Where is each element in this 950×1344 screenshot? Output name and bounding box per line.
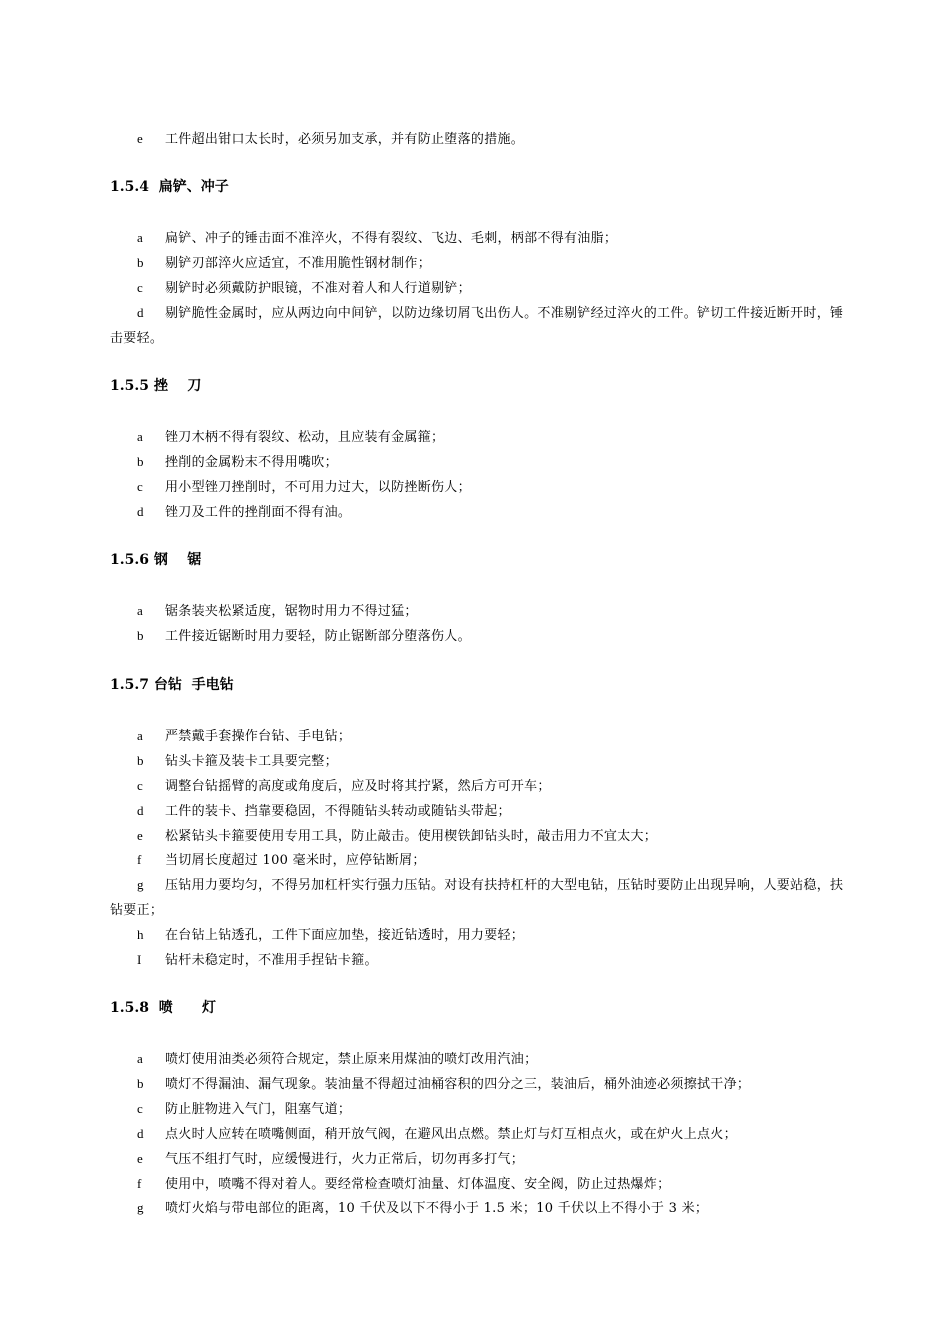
item-label: d	[137, 1126, 144, 1141]
item-label: I	[137, 952, 142, 967]
item-text: 挫削的金属粉末不得用嘴吹；	[165, 455, 338, 470]
item-text: 用小型锉刀挫削时，不可用力过大，以防挫断伤人；	[165, 480, 471, 495]
list-item	[110, 922, 845, 948]
item-label: f	[137, 852, 142, 867]
item-text: 工件接近锯断时用力要轻，防止锯断部分堕落伤人。	[165, 629, 471, 644]
item-text: 扁铲、冲子的锤击面不准淬火，不得有裂纹、飞边、毛刺，柄部不得有油脂；	[165, 231, 618, 246]
list-item	[110, 474, 845, 500]
item-label: c	[137, 479, 143, 494]
item-text: 压钻用力要均匀，不得另加杠杆实行强力压钻。对设有扶持杠杆的大型电钻，压钻时要防止出现异响，人要站稳，扶钻要正；	[110, 878, 844, 918]
item-label: d	[137, 504, 144, 519]
item-label: b	[137, 454, 144, 469]
item-text: 严禁戴手套操作台钻、手电钻；	[165, 729, 352, 744]
list-item	[110, 773, 845, 799]
item-label: a	[137, 230, 143, 245]
list-item	[110, 424, 845, 450]
list-item	[110, 623, 845, 649]
list-item	[110, 275, 845, 301]
list-item	[110, 250, 845, 276]
list-item	[110, 947, 845, 973]
list-item	[110, 823, 845, 849]
item-label: a	[137, 728, 143, 743]
item-text: 钻杆未稳定时，不准用手捏钻卡箍。	[165, 953, 378, 968]
item-text: 使用中，喷嘴不得对着人。要经常检查喷灯油量、灯体温度、安全阀，防止过热爆炸；	[165, 1177, 671, 1192]
list-item	[110, 723, 845, 749]
item-text: 剔铲刃部淬火应适宜，不准用脆性钢材制作；	[165, 256, 432, 271]
list-item	[110, 598, 845, 624]
item-label: e	[137, 131, 143, 146]
section-heading: 1.5.7 台钻 手电钻	[110, 677, 234, 693]
item-label: d	[137, 803, 144, 818]
item-text: 剔铲脆性金属时，应从两边向中间铲，以防边缘切屑飞出伤人。不准剔铲经过淬火的工件。铲切工件接近断开时，锤击要轻。	[110, 306, 844, 346]
section-heading: 1.5.4 扁铲、冲子	[110, 179, 229, 195]
item-text: 锉刀木柄不得有裂纹、松动，且应装有金属箍；	[165, 430, 445, 445]
item-label: h	[137, 927, 144, 942]
list-item	[110, 126, 845, 152]
list-item	[110, 748, 845, 774]
item-label: c	[137, 1101, 143, 1116]
item-label: e	[137, 1151, 143, 1166]
item-label: d	[137, 305, 144, 320]
item-text: 锯条装夹松紧适度，锯物时用力不得过猛；	[165, 604, 418, 619]
item-text: 喷灯火焰与带电部位的距离，10 千伏及以下不得小于 1.5 米；10 千伏以上不得小于 3 米；	[165, 1201, 709, 1216]
item-label: b	[137, 255, 144, 270]
list-item	[110, 300, 845, 351]
item-text: 松紧钻头卡箍要使用专用工具，防止敲击。使用楔铁卸钻头时，敲击用力不宜太大；	[165, 829, 658, 844]
section-heading: 1.5.5 挫 刀	[110, 378, 202, 394]
item-label: e	[137, 828, 143, 843]
item-text: 当切屑长度超过 100 毫米时，应停钻断屑；	[165, 853, 426, 868]
list-item	[110, 798, 845, 824]
item-label: b	[137, 628, 144, 643]
item-text: 剔铲时必须戴防护眼镜，不准对着人和人行道剔铲；	[165, 281, 471, 296]
item-label: c	[137, 778, 143, 793]
item-label: c	[137, 280, 143, 295]
item-label: a	[137, 1051, 143, 1066]
list-item	[110, 1195, 845, 1221]
item-text: 喷灯不得漏油、漏气现象。装油量不得超过油桶容积的四分之三，装油后，桶外油迹必须擦拭干净；	[165, 1077, 751, 1092]
item-label: b	[137, 753, 144, 768]
list-item	[110, 1096, 845, 1122]
item-text: 喷灯使用油类必须符合规定，禁止原来用煤油的喷灯改用汽油；	[165, 1052, 538, 1067]
item-label: b	[137, 1076, 144, 1091]
list-item	[110, 1171, 845, 1197]
item-text: 工件的装卡、挡靠要稳固，不得随钻头转动或随钻头带起；	[165, 804, 511, 819]
item-text: 防止脏物进入气门，阻塞气道；	[165, 1102, 352, 1117]
item-label: f	[137, 1176, 142, 1191]
list-item	[110, 225, 845, 251]
item-text: 在台钻上钻透孔，工件下面应加垫，接近钻透时，用力要轻；	[165, 928, 525, 943]
item-text: 锉刀及工件的挫削面不得有油。	[165, 505, 352, 520]
list-item	[110, 1071, 845, 1097]
item-text: 钻头卡箍及装卡工具要完整；	[165, 754, 338, 769]
list-item	[110, 1121, 845, 1147]
section-heading: 1.5.6 钢 锯	[110, 552, 202, 568]
list-item	[110, 1046, 845, 1072]
item-label: a	[137, 429, 143, 444]
item-label: a	[137, 603, 143, 618]
list-item	[110, 1146, 845, 1172]
item-text: 点火时人应转在喷嘴侧面，稍开放气阀，在避风出点燃。禁止灯与灯互相点火，或在炉火上点火；	[165, 1127, 737, 1142]
list-item	[110, 449, 845, 475]
item-text: 工件超出钳口太长时，必须另加支承，并有防止堕落的措施。	[165, 132, 525, 147]
item-text: 气压不组打气时，应缓慢进行，火力正常后，切勿再多打气；	[165, 1152, 525, 1167]
section-heading: 1.5.8 喷 灯	[110, 1000, 216, 1016]
list-item	[110, 847, 845, 873]
item-label: g	[137, 1200, 144, 1215]
list-item	[110, 499, 845, 525]
list-item	[110, 872, 845, 923]
item-text: 调整台钻摇臂的高度或角度后，应及时将其拧紧，然后方可开车；	[165, 779, 551, 794]
item-label: g	[137, 877, 144, 892]
